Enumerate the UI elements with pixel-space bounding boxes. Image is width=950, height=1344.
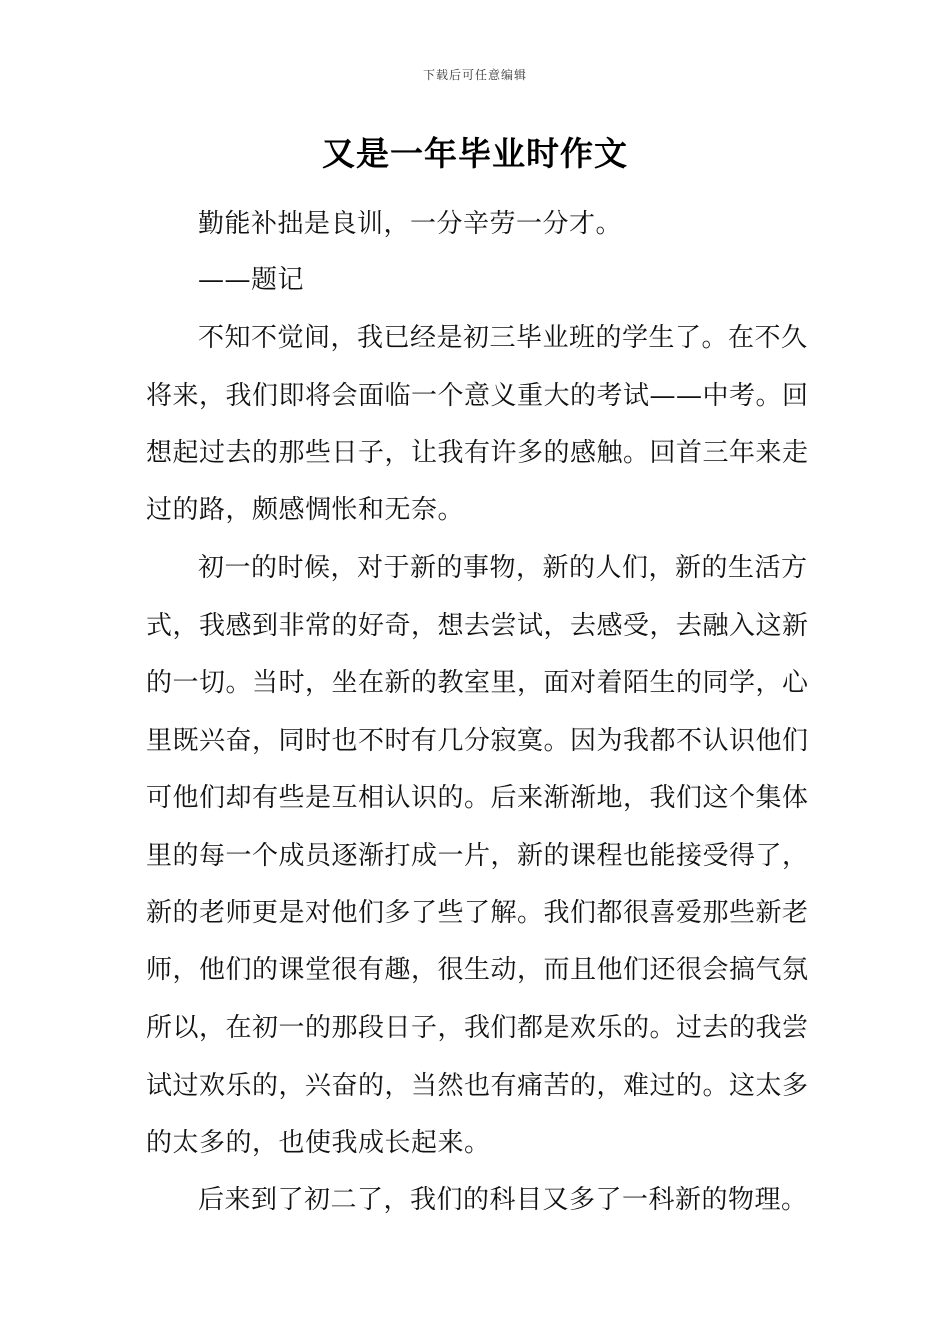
paragraph-line: 师，他们的课堂很有趣，很生动，而且他们还很会搞气氛 [146,955,809,985]
paragraph-line: 想起过去的那些日子，让我有许多的感触。回首三年来走 [146,438,809,468]
paragraph-line: 可他们却有些是互相认识的。后来渐渐地，我们这个集体 [146,783,809,813]
paragraph-line: 初一的时候，对于新的事物，新的人们，新的生活方 [198,553,808,583]
paragraph-line: 新的老师更是对他们多了些了解。我们都很喜爱那些新老 [146,898,809,928]
header-note: 下载后可任意编辑 [422,68,527,82]
paragraph-line: 里既兴奋，同时也不时有几分寂寞。因为我都不认识他们 [146,726,809,756]
paragraph-line: 所以，在初一的那段日子，我们都是欢乐的。过去的我尝 [146,1013,809,1043]
page-title: 又是一年毕业时作文 [322,134,628,173]
paragraph-line: 里的每一个成员逐渐打成一片，新的课程也能接受得了， [146,841,809,871]
paragraph-line: 后来到了初二了，我们的科目又多了一科新的物理。 [198,1185,808,1215]
paragraph-line: 将来，我们即将会面临一个意义重大的考试——中考。回 [146,381,809,411]
paragraph-line: 过的路，颇感惆怅和无奈。 [146,495,465,525]
paragraph-line: 不知不觉间，我已经是初三毕业班的学生了。在不久 [198,323,808,353]
paragraph-line: 的一切。当时，坐在新的教室里，面对着陌生的同学，心 [146,668,809,698]
epigraph-attribution: ——题记 [198,265,305,295]
paragraph-line: 的太多的，也使我成长起来。 [146,1128,491,1158]
epigraph-line: 勤能补拙是良训，一分辛劳一分才。 [198,209,623,239]
paragraph-line: 式，我感到非常的好奇，想去尝试，去感受，去融入这新 [146,611,809,641]
paragraph-line: 试过欢乐的，兴奋的，当然也有痛苦的，难过的。这太多 [146,1071,809,1101]
